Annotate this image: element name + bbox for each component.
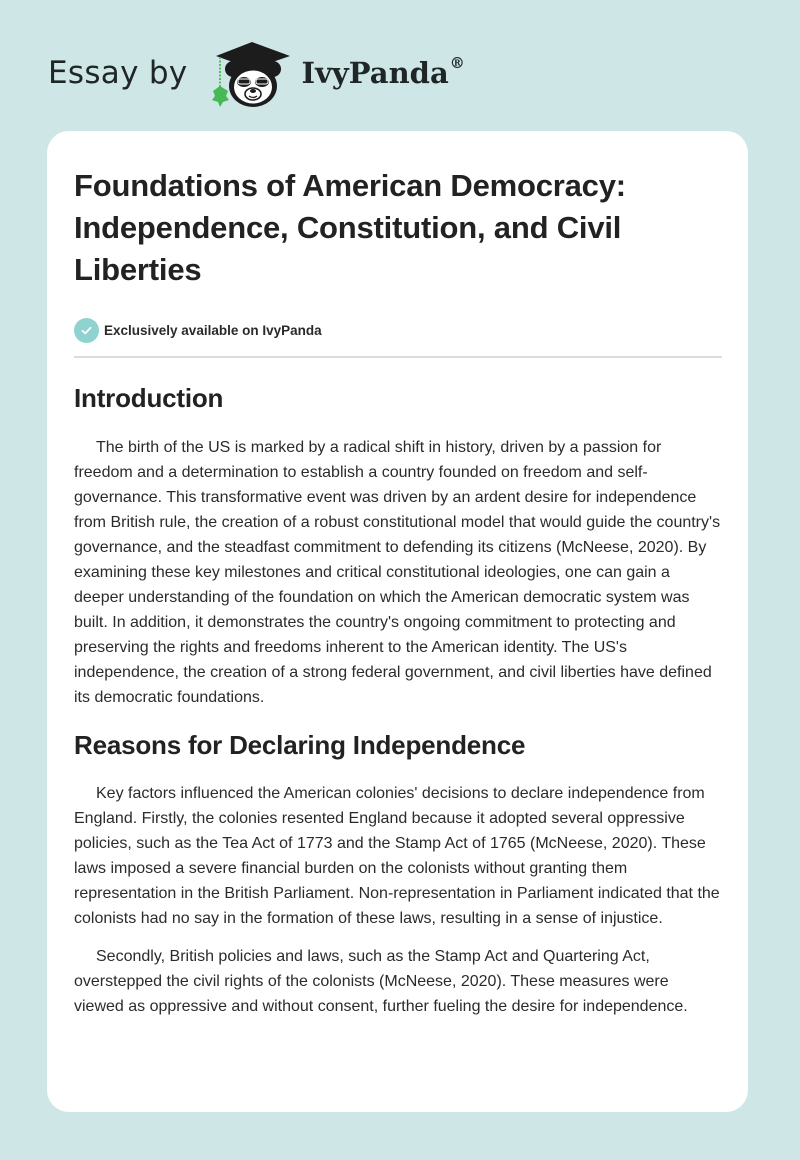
site-header	[48, 36, 465, 110]
exclusive-badge-text: Exclusively available on IvyPanda	[104, 323, 322, 338]
title-divider	[74, 356, 722, 358]
check-circle-icon	[74, 318, 99, 343]
section-heading: Reasons for Declaring Independence	[74, 730, 526, 760]
registered-mark: ®	[449, 53, 465, 72]
essay-content	[47, 131, 748, 1019]
brand-name-text: IvyPanda	[301, 55, 449, 90]
section-reasons-for-declaring-independence	[74, 728, 722, 1019]
essay-card	[47, 131, 748, 1112]
paragraph: Secondly, British policies and laws, such as the Stamp Act and Quartering Act, overstepped the civil rights of the colonists (McNeese, 2020). These measures were viewed as oppressive and without consent, further fueling the desire for independence.	[74, 948, 688, 1015]
paragraph: The birth of the US is marked by a radical shift in history, driven by a passion for freedom and a determination to establish a country founded on freedom and self-governance. This transformative event was driven by an ardent desire for independence from British rule, the creation of a robust constitutional model that would guide the country's governance, and the steadfast commitment to defending its citizens (McNeese, 2020). By examining these key milestones and critical constitutional ideologies, one can gain a deeper understanding of the foundation on which the American democratic system was built. In addition, it demonstrates the country's ongoing commitment to protecting and preserving the rights and freedoms inherent to the American identity. The US's independence, the creation of a strong federal government, and civil liberties have defined its democratic foundations.	[74, 439, 721, 706]
essay-title: Foundations of American Democracy: Independence, Constitution, and Civil Liberties	[74, 168, 626, 287]
essay-by-label: Essay by	[48, 54, 188, 91]
panda-graduate-logo-icon[interactable]	[206, 36, 298, 110]
brand-name[interactable]	[301, 53, 465, 90]
paragraph: Key factors influenced the American colonies' decisions to declare independence from England. Firstly, the colonies resented England because it adopted several oppressive policies, such as the Tea Act of 1773 and the Stamp Act of 1765 (McNeese, 2020). These laws imposed a severe financial burden on the colonists without granting them representation in the British Parliament. Non-representation in Parliament indicated that the colonists had no say in the formation of these laws, resulting in a sense of injustice.	[74, 785, 720, 927]
section-introduction	[74, 381, 722, 710]
exclusive-badge	[74, 318, 722, 343]
section-heading: Introduction	[74, 383, 224, 413]
